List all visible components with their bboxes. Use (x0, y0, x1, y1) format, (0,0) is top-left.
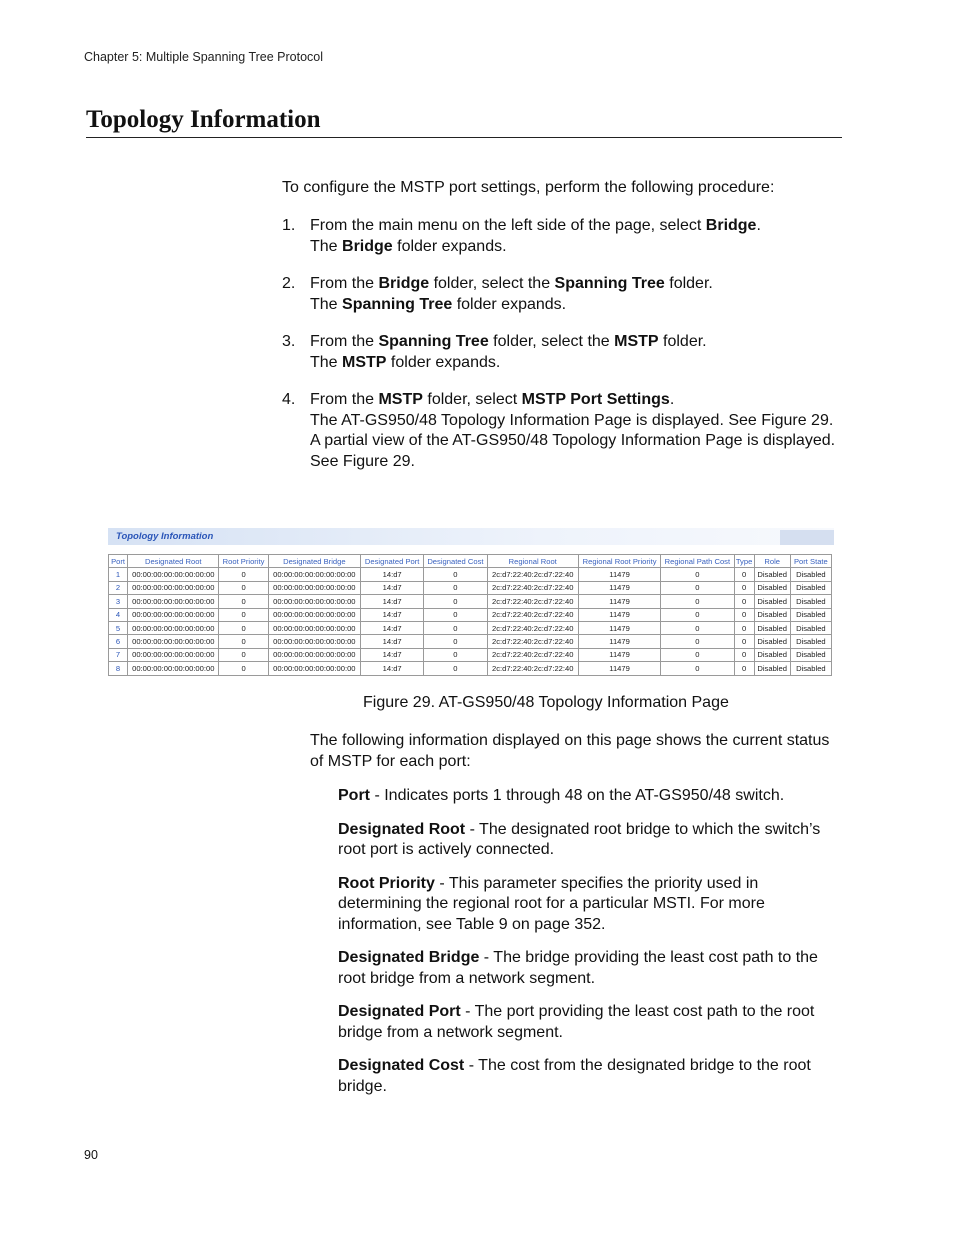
table-cell: Disabled (754, 568, 790, 581)
table-cell: 00:00:00:00:00:00:00:00 (268, 608, 360, 621)
table-cell: 0 (219, 621, 268, 634)
table-cell: 0 (424, 568, 487, 581)
table-cell: 0 (219, 662, 268, 675)
table-header-row (109, 555, 832, 568)
table-cell: 0 (219, 568, 268, 581)
table-cell: 14:d7 (361, 581, 424, 594)
bold-term: MSTP (614, 333, 659, 350)
table-cell: 0 (424, 635, 487, 648)
table-cell: 00:00:00:00:00:00:00:00 (268, 621, 360, 634)
table-cell: Disabled (790, 581, 831, 594)
definition-list (338, 786, 843, 1110)
step-body (310, 216, 761, 257)
column-header: Port State (790, 555, 831, 568)
table-cell: 11479 (578, 635, 660, 648)
table-cell: 2c:d7:22:40:2c:d7:22:40 (487, 568, 578, 581)
table-cell: Disabled (754, 581, 790, 594)
text-run: From the main menu on the left side of the page, select (310, 217, 706, 234)
definition-item (338, 786, 843, 807)
table-cell: 0 (661, 581, 734, 594)
table-cell: 11479 (578, 608, 660, 621)
column-header: Designated Cost (424, 555, 487, 568)
table-cell: 2c:d7:22:40:2c:d7:22:40 (487, 581, 578, 594)
text-run: The AT-GS950/48 Topology Information Page is displayed. See Figure 29. (310, 411, 834, 429)
page-number: 90 (84, 1148, 98, 1162)
table-cell: Disabled (754, 662, 790, 675)
text-run: From the (310, 333, 379, 350)
table-cell: 0 (219, 595, 268, 608)
table-cell: 0 (661, 635, 734, 648)
text-run: folder. (658, 333, 707, 350)
procedure-step (282, 390, 842, 472)
step-instruction (310, 274, 713, 295)
table-cell: 0 (734, 662, 754, 675)
port-number-cell: 4 (109, 608, 128, 621)
table-cell: 0 (661, 595, 734, 608)
text-run: folder, select the (488, 333, 615, 350)
port-number-cell: 8 (109, 662, 128, 675)
definition-item (338, 948, 843, 989)
procedure-steps (282, 216, 842, 489)
table-cell: 0 (424, 662, 487, 675)
bold-term: Spanning Tree (378, 333, 489, 350)
definition-text: - The bridge providing the least cost path to the root bridge from a network segment. (338, 949, 818, 987)
topology-table (108, 554, 832, 676)
bold-term: Spanning Tree (554, 275, 665, 292)
table-row (109, 635, 832, 648)
table-cell: 0 (424, 648, 487, 661)
table-cell: 2c:d7:22:40:2c:d7:22:40 (487, 621, 578, 634)
step-number: 1. (282, 217, 296, 234)
table-cell: Disabled (754, 621, 790, 634)
step-result (310, 411, 842, 432)
step-instruction (310, 216, 761, 237)
table-cell: 00:00:00:00:00:00:00:00 (128, 581, 219, 594)
table-cell: 11479 (578, 568, 660, 581)
definition-text: - Indicates ports 1 through 48 on the AT-GS950/48 switch. (370, 787, 785, 804)
port-number-cell: 2 (109, 581, 128, 594)
step-instruction (310, 332, 707, 353)
table-cell: Disabled (790, 648, 831, 661)
table-cell: 11479 (578, 648, 660, 661)
table-cell: 2c:d7:22:40:2c:d7:22:40 (487, 648, 578, 661)
table-cell: 0 (424, 595, 487, 608)
table-cell: 2c:d7:22:40:2c:d7:22:40 (487, 608, 578, 621)
port-number-cell: 3 (109, 595, 128, 608)
definition-term: Root Priority (338, 874, 435, 892)
table-cell: 0 (661, 662, 734, 675)
port-number-cell: 7 (109, 648, 128, 661)
text-run: . (669, 391, 675, 408)
text-run: The (310, 295, 343, 313)
table-cell: Disabled (754, 635, 790, 648)
text-run: folder expands. (452, 295, 567, 313)
table-cell: 0 (734, 568, 754, 581)
definition-term: Designated Cost (338, 1057, 465, 1074)
definition-text: - The port providing the least cost path to the root bridge from a network segment. (338, 1003, 815, 1041)
bold-term: MSTP (378, 391, 423, 408)
table-cell: 14:d7 (361, 621, 424, 634)
table-cell: 14:d7 (361, 568, 424, 581)
text-run: The (310, 353, 343, 371)
panel-tab (780, 530, 834, 545)
table-cell: Disabled (790, 621, 831, 634)
bold-term: Spanning Tree (342, 295, 453, 313)
step-result (310, 353, 707, 374)
table-cell: 11479 (578, 662, 660, 675)
running-head: Chapter 5: Multiple Spanning Tree Protocol (84, 50, 324, 64)
definition-term: Designated Bridge (338, 949, 480, 966)
table-row (109, 581, 832, 594)
table-cell: 00:00:00:00:00:00:00:00 (128, 621, 219, 634)
text-run: From the (310, 275, 379, 292)
step-result (310, 295, 713, 316)
table-cell: Disabled (790, 662, 831, 675)
step-number: 4. (282, 391, 296, 408)
table-cell: 00:00:00:00:00:00:00:00 (128, 662, 219, 675)
column-header: Designated Port (361, 555, 424, 568)
port-number-cell: 1 (109, 568, 128, 581)
definition-text: - The designated root bridge to which the switch’s root port is actively connected. (338, 820, 821, 858)
table-cell: 0 (424, 621, 487, 634)
table-cell: 00:00:00:00:00:00:00:00 (268, 648, 360, 661)
table-cell: 00:00:00:00:00:00:00:00 (268, 581, 360, 594)
table-cell: 2c:d7:22:40:2c:d7:22:40 (487, 595, 578, 608)
table-cell: 00:00:00:00:00:00:00:00 (268, 662, 360, 675)
table-cell: 0 (661, 608, 734, 621)
table-row (109, 568, 832, 581)
definition-item (338, 820, 843, 861)
table-cell: 00:00:00:00:00:00:00:00 (128, 635, 219, 648)
table-cell: 0 (734, 581, 754, 594)
step-result (310, 237, 761, 258)
table-cell: 11479 (578, 581, 660, 594)
table-row (109, 621, 832, 634)
step-note: A partial view of the AT-GS950/48 Topology Information Page is displayed. See Figure 29. (310, 432, 836, 470)
figure-caption: Figure 29. AT-GS950/48 Topology Information Page (363, 694, 729, 711)
table-cell: 0 (661, 648, 734, 661)
table-cell: 0 (661, 568, 734, 581)
column-header: Designated Root (128, 555, 219, 568)
text-run: . (756, 217, 761, 234)
table-cell: 0 (219, 608, 268, 621)
following-paragraph: The following information displayed on this page shows the current status of MSTP for each port: (310, 732, 830, 770)
table-cell: 0 (734, 595, 754, 608)
step-number: 2. (282, 275, 296, 292)
bold-term: MSTP Port Settings (521, 391, 670, 408)
column-header: Port (109, 555, 128, 568)
step-body (310, 274, 713, 315)
topology-figure (108, 528, 834, 676)
section-title: Topology Information (86, 106, 842, 138)
table-cell: 00:00:00:00:00:00:00:00 (128, 608, 219, 621)
table-cell: 0 (424, 581, 487, 594)
column-header: Type (734, 555, 754, 568)
bold-term: MSTP (342, 353, 387, 371)
table-row (109, 648, 832, 661)
port-number-cell: 6 (109, 635, 128, 648)
table-cell: 0 (734, 635, 754, 648)
table-cell: 00:00:00:00:00:00:00:00 (128, 595, 219, 608)
column-header: Regional Root (487, 555, 578, 568)
table-cell: Disabled (754, 608, 790, 621)
step-body (310, 390, 842, 472)
table-cell: 0 (734, 608, 754, 621)
table-cell: 0 (661, 621, 734, 634)
table-cell: Disabled (790, 568, 831, 581)
table-cell: 00:00:00:00:00:00:00:00 (128, 648, 219, 661)
text-run: folder. (664, 275, 713, 292)
table-row (109, 608, 832, 621)
table-cell: 00:00:00:00:00:00:00:00 (268, 595, 360, 608)
table-cell: 2c:d7:22:40:2c:d7:22:40 (487, 635, 578, 648)
panel-title: Topology Information (116, 531, 214, 542)
definition-term: Designated Port (338, 1003, 461, 1020)
table-row (109, 662, 832, 675)
procedure-step (282, 274, 842, 315)
step-instruction (310, 390, 842, 411)
definition-text: - The cost from the designated bridge to the root bridge. (338, 1057, 811, 1095)
table-cell: Disabled (790, 608, 831, 621)
column-header: Regional Path Cost (661, 555, 734, 568)
bold-term: Bridge (378, 275, 430, 292)
table-cell: 11479 (578, 595, 660, 608)
procedure-intro: To configure the MSTP port settings, perform the following procedure: (282, 179, 775, 196)
definition-term: Port (338, 787, 370, 804)
table-cell: Disabled (790, 635, 831, 648)
table-cell: 0 (424, 608, 487, 621)
table-cell: 11479 (578, 621, 660, 634)
table-cell: 0 (219, 648, 268, 661)
table-cell: Disabled (754, 648, 790, 661)
procedure-step (282, 332, 842, 373)
table-cell: 2c:d7:22:40:2c:d7:22:40 (487, 662, 578, 675)
definition-item (338, 874, 843, 936)
text-run: The (310, 237, 343, 255)
table-cell: 14:d7 (361, 635, 424, 648)
procedure-step (282, 216, 842, 257)
text-run: folder expands. (386, 353, 501, 371)
text-run: folder, select the (429, 275, 555, 292)
text-run: folder expands. (392, 237, 507, 255)
column-header: Root Priority (219, 555, 268, 568)
table-cell: 14:d7 (361, 595, 424, 608)
table-cell: 00:00:00:00:00:00:00:00 (128, 568, 219, 581)
bold-term: Bridge (342, 237, 393, 255)
table-cell: 00:00:00:00:00:00:00:00 (268, 568, 360, 581)
table-cell: 14:d7 (361, 662, 424, 675)
port-number-cell: 5 (109, 621, 128, 634)
text-run: From the (310, 391, 379, 408)
column-header: Designated Bridge (268, 555, 360, 568)
definition-term: Designated Root (338, 820, 466, 838)
definition-item (338, 1002, 843, 1043)
definition-item (338, 1056, 843, 1097)
table-cell: 0 (219, 581, 268, 594)
table-row (109, 595, 832, 608)
definition-text: - This parameter specifies the priority used in determining the regional root for a particular MSTI. For more information, see Table 9 on page 352. (338, 874, 765, 933)
table-cell: Disabled (754, 595, 790, 608)
table-cell: 0 (734, 621, 754, 634)
column-header: Role (754, 555, 790, 568)
table-cell: 14:d7 (361, 648, 424, 661)
text-run: folder, select (422, 391, 522, 408)
table-cell: 14:d7 (361, 608, 424, 621)
bold-term: Bridge (705, 217, 757, 234)
table-cell: 0 (734, 648, 754, 661)
table-cell: Disabled (790, 595, 831, 608)
table-cell: 00:00:00:00:00:00:00:00 (268, 635, 360, 648)
step-number: 3. (282, 333, 296, 350)
panel-header (108, 528, 834, 545)
table-cell: 0 (219, 635, 268, 648)
column-header: Regional Root Priority (578, 555, 660, 568)
step-body (310, 332, 707, 373)
